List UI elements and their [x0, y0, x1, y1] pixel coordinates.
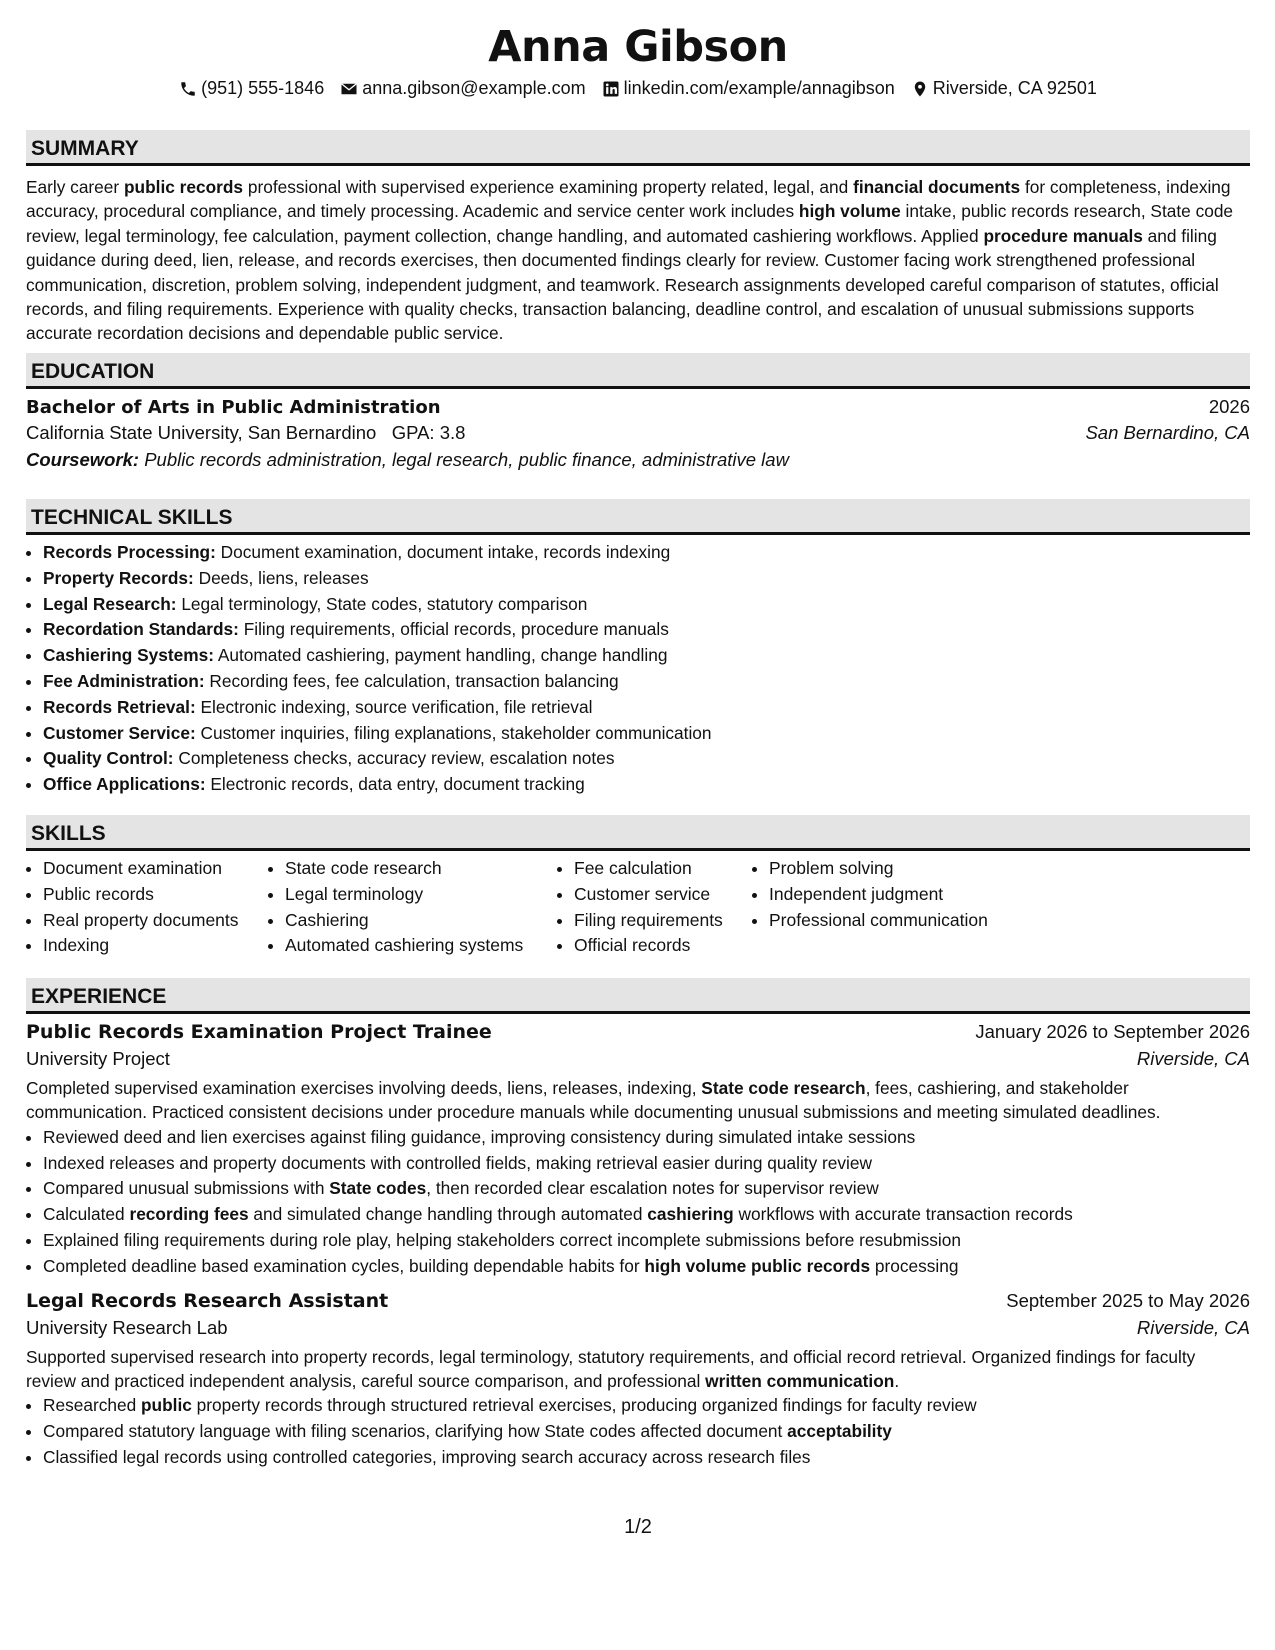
contact-phone — [179, 78, 324, 99]
skills-column-1 — [26, 856, 268, 959]
summary-section — [26, 130, 1250, 346]
list-item: • Records Processing: Document examination, document intake, records indexing — [43, 540, 1250, 566]
list-item: • Legal Research: Legal terminology, State codes, statutory comparison — [43, 592, 1250, 618]
job-organization: University Research Lab — [26, 1316, 228, 1338]
list-item: • Quality Control: Completeness checks, accuracy review, escalation notes — [43, 746, 1250, 772]
experience-section — [26, 978, 1250, 1471]
list-item: • State code research — [285, 856, 557, 882]
job-location: Riverside, CA — [1136, 1048, 1250, 1069]
list-item: • Office Applications: Electronic records, data entry, document tracking — [43, 772, 1250, 798]
education-heading: EDUCATION — [26, 353, 1250, 389]
list-item: • Compared unusual submissions with State codes, then recorded clear escalation notes for supervisor review — [43, 1176, 1250, 1202]
job-dates: January 2026 to September 2026 — [975, 1021, 1250, 1042]
list-item: • Reviewed deed and lien exercises against filing guidance, improving consistency during simulated intake sessions — [43, 1125, 1250, 1151]
contact-linkedin[interactable] — [602, 78, 895, 99]
list-item: • Real property documents — [43, 908, 268, 934]
list-item: • Legal terminology — [285, 882, 557, 908]
linkedin-icon — [602, 80, 620, 98]
job-entry-1 — [26, 1021, 1250, 1280]
list-item: • Professional communication — [769, 908, 1069, 934]
skills-section — [26, 815, 1250, 959]
skills-column-4 — [752, 856, 1069, 959]
contact-bar — [26, 78, 1250, 99]
summary-heading: SUMMARY — [26, 130, 1250, 166]
list-item: • Official records — [574, 933, 752, 959]
location-pin-icon — [911, 80, 929, 98]
resume-page — [26, 0, 1250, 1650]
envelope-icon — [340, 80, 358, 98]
list-item: • Customer service — [574, 882, 752, 908]
school-location: San Bernardino, CA — [1085, 422, 1250, 443]
job-title: Public Records Examination Project Trainee — [26, 1021, 492, 1043]
list-item: • Classified legal records using controlled categories, improving search accuracy across research files — [43, 1445, 1250, 1471]
summary-text: Early career public records professional with supervised experience examining property related, legal, and financial documents for completeness, indexing accuracy, procedural compliance, and timely processing. Academic and service center work includes high volume intake, public records research, State code review, legal terminology, fee calculation, payment collection, change handling, and automated cashiering workflows. Applied procedure manuals and filing guidance during deed, lien, release, and records exercises, then documented findings clearly for review. Customer facing work strengthened professional communication, discretion, problem solving, independent judgment, and teamwork. Research assignments developed careful comparison of statutes, official records, and filing requirements. Experience with quality checks, transaction balancing, deadline control, and escalation of unusual submissions supports accurate recordation decisions and dependable public service. — [26, 177, 1234, 344]
graduation-year: 2026 — [1208, 396, 1250, 417]
technical-skills-heading: TECHNICAL SKILLS — [26, 499, 1250, 535]
experience-heading: EXPERIENCE — [26, 978, 1250, 1014]
location-text: Riverside, CA 92501 — [932, 78, 1097, 98]
coursework-text: Public records administration, legal research, public finance, administrative law — [139, 449, 789, 470]
list-item: • Property Records: Deeds, liens, releases — [43, 566, 1250, 592]
list-item: • Problem solving — [769, 856, 1069, 882]
candidate-name: Anna Gibson — [488, 22, 788, 72]
list-item: • Fee calculation — [574, 856, 752, 882]
list-item: • Filing requirements — [574, 908, 752, 934]
job-description: Completed supervised examination exercises involving deeds, liens, releases, indexing, State code research, fees, cashiering, and stakeholder communication. Practiced consistent decisions under procedure manuals while documenting unusual submissions and meeting simulated deadlines. — [26, 1078, 1161, 1123]
list-item: • Indexed releases and property documents with controlled fields, making retrieval easier during quality review — [43, 1151, 1250, 1177]
list-item: • Automated cashiering systems — [285, 933, 557, 959]
list-item: • Cashiering — [285, 908, 557, 934]
list-item: • Indexing — [43, 933, 268, 959]
list-item: • Customer Service: Customer inquiries, filing explanations, stakeholder communication — [43, 721, 1250, 747]
phone-icon — [179, 80, 197, 98]
skills-column-2 — [268, 856, 557, 959]
contact-location — [911, 78, 1097, 99]
list-item: • Researched public property records through structured retrieval exercises, producing organized findings for faculty review — [43, 1393, 1250, 1419]
list-item: • Compared statutory language with filing scenarios, clarifying how State codes affected document acceptability — [43, 1419, 1250, 1445]
list-item: • Fee Administration: Recording fees, fee calculation, transaction balancing — [43, 669, 1250, 695]
job-organization: University Project — [26, 1048, 170, 1069]
list-item: • Records Retrieval: Electronic indexing, source verification, file retrieval — [43, 695, 1250, 721]
list-item: • Completed deadline based examination cycles, building dependable habits for high volume public records processing — [43, 1254, 1250, 1280]
job-description: Supported supervised research into property records, legal terminology, statutory requirements, and official record retrieval. Organized findings for faculty review and practiced independent analysis, careful source comparison, and professional written communication. — [26, 1346, 1196, 1391]
job-title: Legal Records Research Assistant — [26, 1289, 389, 1312]
job-bullets — [26, 1393, 1250, 1470]
page-number: 1/2 — [624, 1516, 652, 1538]
job-entry-2 — [26, 1290, 1250, 1471]
coursework-line — [26, 449, 1250, 471]
phone-text: (951) 555-1846 — [201, 78, 325, 98]
skills-heading: SKILLS — [26, 815, 1250, 851]
school-line — [26, 422, 465, 444]
degree-title: Bachelor of Arts in Public Administration — [26, 397, 441, 418]
list-item: • Calculated recording fees and simulated change handling through automated cashiering workflows with accurate transaction records — [43, 1202, 1250, 1228]
education-section — [26, 353, 1250, 471]
technical-skills-section — [26, 499, 1250, 798]
list-item: • Recordation Standards: Filing requirements, official records, procedure manuals — [43, 617, 1250, 643]
list-item: • Document examination — [43, 856, 268, 882]
job-dates: September 2025 to May 2026 — [1006, 1289, 1250, 1311]
school-name: California State University, San Bernardino — [26, 422, 377, 443]
job-bullets — [26, 1125, 1250, 1280]
list-item: • Public records — [43, 882, 268, 908]
coursework-label: Coursework: — [26, 449, 140, 470]
contact-email[interactable] — [340, 78, 585, 99]
job-location: Riverside, CA — [1136, 1316, 1250, 1338]
gpa: GPA: 3.8 — [391, 422, 466, 443]
list-item: • Independent judgment — [769, 882, 1069, 908]
skills-column-3 — [557, 856, 752, 959]
list-item: • Cashiering Systems: Automated cashiering, payment handling, change handling — [43, 643, 1250, 669]
skills-grid — [26, 856, 1250, 959]
email-text[interactable]: anna.gibson@example.com — [362, 78, 586, 98]
list-item: • Explained filing requirements during role play, helping stakeholders correct incomplete submissions before resubmission — [43, 1228, 1250, 1254]
technical-skills-list — [26, 540, 1250, 798]
linkedin-text[interactable]: linkedin.com/example/annagibson — [623, 78, 895, 98]
